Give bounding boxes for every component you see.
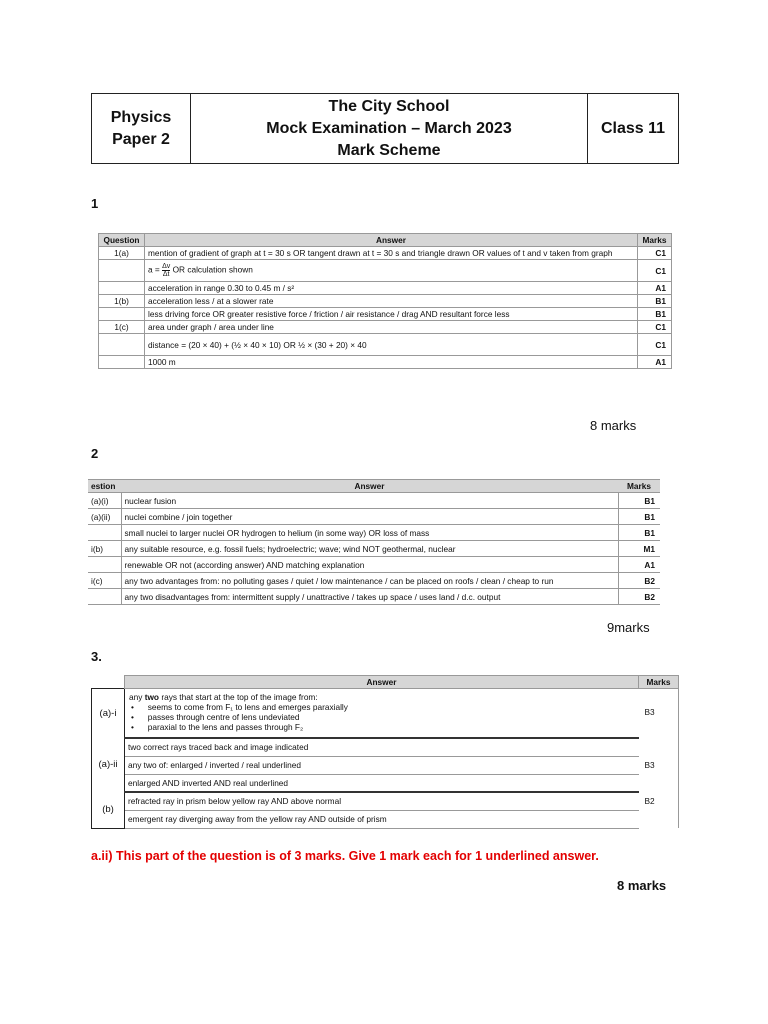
part-label: (a)-i <box>92 689 125 739</box>
document-type: Mark Scheme <box>337 141 441 159</box>
table-header-row <box>92 676 679 689</box>
marks-cell: M1 <box>618 541 660 557</box>
answer-cell: any two advantages from: no polluting gases / quiet / low maintenance / can be placed on roofs / clean / cheap to run <box>121 573 618 589</box>
fraction-numerator: Δv <box>162 263 171 270</box>
answer-cell: nuclear fusion <box>121 493 618 509</box>
answer-header: Answer <box>121 480 618 493</box>
table-row <box>99 295 672 308</box>
part-label: (a)-ii <box>92 738 125 792</box>
answer-cell: acceleration in range 0.30 to 0.45 m / s² <box>145 282 638 295</box>
answer-header: Answer <box>125 676 639 689</box>
table-row <box>92 810 679 828</box>
table-header-row <box>88 480 660 493</box>
formula-suffix: OR calculation shown <box>172 264 253 275</box>
marks-cell: B1 <box>618 525 660 541</box>
answer-header: Answer <box>145 234 638 247</box>
marks-header: Marks <box>618 480 660 493</box>
intro-bold: two <box>144 692 159 702</box>
answer-cell: refracted ray in prism below yellow ray AND above normal <box>125 792 639 810</box>
marks-cell: A1 <box>618 557 660 573</box>
question-cell: (a)(i) <box>88 493 121 509</box>
answer-cell: any two disadvantages from: intermittent supply / unattractive / takes up space / uses land / d.c. output <box>121 589 618 605</box>
part-ai-intro <box>129 692 635 702</box>
table-header-row <box>99 234 672 247</box>
formula-prefix: a = <box>148 264 160 275</box>
question-cell: 1(a) <box>99 247 145 260</box>
answer-cell: any two of: enlarged / inverted / real underlined <box>125 756 639 774</box>
table-row <box>92 792 679 810</box>
answer-cell: distance = (20 × 40) + (½ × 40 × 10) OR ½ × (30 + 20) × 40 <box>145 334 638 356</box>
intro-pre: any <box>129 692 143 702</box>
answer-cell: area under graph / area under line <box>145 321 638 334</box>
table-row <box>88 573 660 589</box>
question-1-total: 8 marks <box>590 418 637 433</box>
table-row <box>92 774 679 792</box>
question-header: estion <box>88 480 121 493</box>
answer-cell: enlarged AND inverted AND real underlined <box>125 774 639 792</box>
part-ai-row <box>92 689 679 739</box>
subject-line-2: Paper 2 <box>112 130 170 148</box>
header-box <box>91 93 679 164</box>
answer-cell: 1000 m <box>145 356 638 369</box>
question-cell: i(b) <box>88 541 121 557</box>
answer-cell <box>145 260 638 282</box>
question-cell: (a)(ii) <box>88 509 121 525</box>
answer-cell <box>125 689 639 739</box>
answer-cell: acceleration less / at a slower rate <box>145 295 638 308</box>
table-row <box>88 509 660 525</box>
bullet-item: • seems to come from F₁ to lens and emerges paraxially <box>131 702 348 712</box>
school-name: The City School <box>328 97 450 115</box>
marks-cell: B1 <box>638 308 672 321</box>
marks-cell: B1 <box>618 509 660 525</box>
marks-cell: B1 <box>638 295 672 308</box>
table-row <box>99 260 672 282</box>
table-row <box>88 541 660 557</box>
question-cell <box>88 589 121 605</box>
question-header: Question <box>99 234 145 247</box>
bullet-text: paraxial to the lens and passes through F₂ <box>147 722 304 732</box>
table-row <box>88 589 660 605</box>
answer-cell: emergent ray diverging away from the yellow ray AND outside of prism <box>125 810 639 828</box>
answer-cell: small nuclei to larger nuclei OR hydrogen to helium (in some way) OR loss of mass <box>121 525 618 541</box>
question-cell <box>88 525 121 541</box>
title-cell <box>191 94 588 163</box>
question-2-table <box>88 479 660 605</box>
marks-cell: B3 <box>639 689 679 739</box>
answer-cell: less driving force OR greater resistive force / friction / air resistance / drag AND resultant force less <box>145 308 638 321</box>
table-row <box>88 557 660 573</box>
intro-post: rays that start at the top of the image from: <box>161 692 318 702</box>
question-3-table <box>91 675 679 829</box>
marks-cell: B2 <box>618 573 660 589</box>
question-2-number: 2 <box>91 446 99 461</box>
marks-cell: A1 <box>638 356 672 369</box>
subject-line-1: Physics <box>110 108 172 126</box>
question-cell <box>88 557 121 573</box>
table-row <box>92 756 679 774</box>
question-1-number: 1 <box>91 196 99 211</box>
delta-v-over-delta-t-fraction <box>162 263 170 278</box>
marks-cell: A1 <box>638 282 672 295</box>
bullet-text: seems to come from F₁ to lens and emerges paraxially <box>147 702 348 712</box>
part-label: (b) <box>92 792 125 828</box>
fraction-denominator: Δt <box>162 271 170 278</box>
question-1-table <box>98 233 672 369</box>
question-3-total: 8 marks <box>617 878 667 893</box>
answer-cell: renewable OR not (according answer) AND matching explanation <box>121 557 618 573</box>
table-row <box>92 738 679 756</box>
marks-header: Marks <box>638 234 672 247</box>
exam-name: Mock Examination – March 2023 <box>266 119 512 137</box>
bullet-text: passes through centre of lens undeviated <box>147 712 300 722</box>
marks-cell: C1 <box>638 247 672 260</box>
answer-cell: nuclei combine / join together <box>121 509 618 525</box>
blank-header <box>92 676 125 689</box>
question-cell <box>99 260 145 282</box>
question-cell <box>99 334 145 356</box>
bullet-item: • passes through centre of lens undeviated <box>131 712 300 722</box>
marking-note: a.ii) This part of the question is of 3 marks. Give 1 mark each for 1 underlined answer. <box>91 849 599 863</box>
marks-cell: C1 <box>638 321 672 334</box>
table-row <box>99 334 672 356</box>
marks-cell: B2 <box>639 792 679 828</box>
table-row <box>99 308 672 321</box>
subject-cell <box>92 94 191 163</box>
question-cell <box>99 356 145 369</box>
question-cell <box>99 282 145 295</box>
answer-cell: any suitable resource, e.g. fossil fuels; hydroelectric; wave; wind NOT geothermal, nuclear <box>121 541 618 557</box>
question-3-number: 3. <box>91 649 102 664</box>
table-row <box>99 282 672 295</box>
class-cell <box>588 94 678 163</box>
question-cell: 1(b) <box>99 295 145 308</box>
class-label: Class 11 <box>600 119 666 137</box>
answer-cell: mention of gradient of graph at t = 30 s OR tangent drawn at t = 30 s and triangle drawn OR values of t and v taken from graph <box>145 247 638 260</box>
marks-cell: B2 <box>618 589 660 605</box>
bullet-item: • paraxial to the lens and passes through F₂ <box>131 722 304 732</box>
table-row <box>88 493 660 509</box>
answer-cell: two correct rays traced back and image indicated <box>125 738 639 756</box>
question-2-total: 9marks <box>607 620 650 635</box>
table-row <box>99 321 672 334</box>
marks-cell: B1 <box>618 493 660 509</box>
question-cell: 1(c) <box>99 321 145 334</box>
question-cell: i(c) <box>88 573 121 589</box>
marks-header: Marks <box>639 676 679 689</box>
table-row <box>99 247 672 260</box>
marks-cell: C1 <box>638 334 672 356</box>
question-cell <box>99 308 145 321</box>
marks-cell: B3 <box>639 738 679 792</box>
table-row <box>88 525 660 541</box>
marks-cell: C1 <box>638 260 672 282</box>
table-row <box>99 356 672 369</box>
